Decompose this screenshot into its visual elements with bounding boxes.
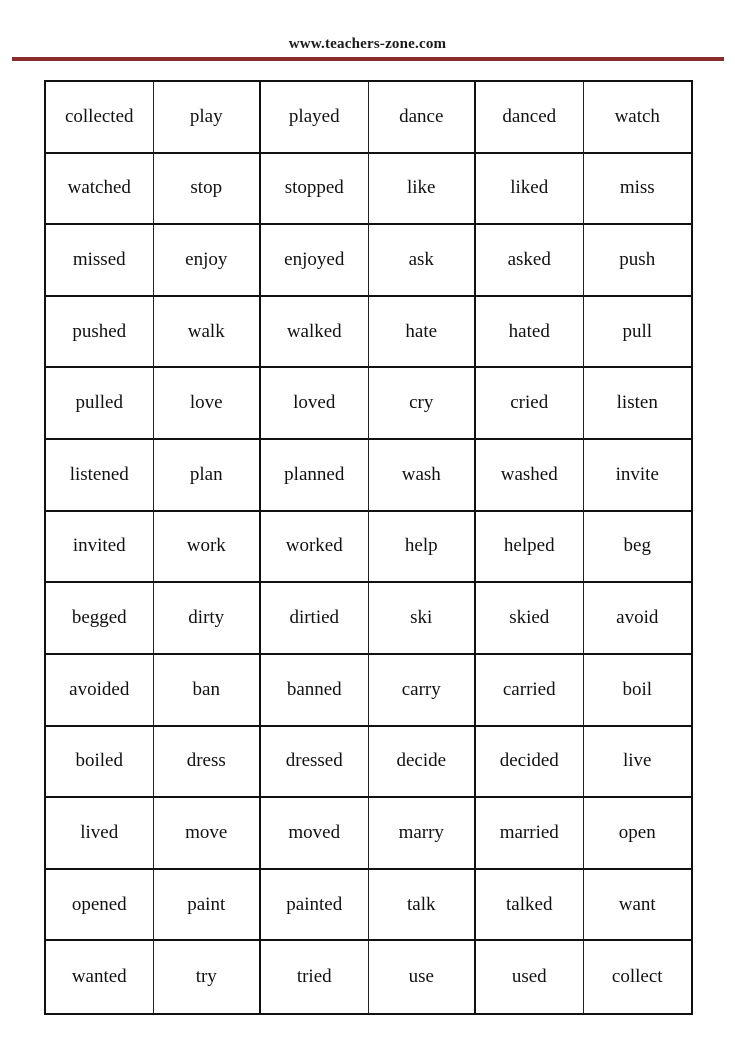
word-card-r4-c6: pull	[584, 297, 692, 369]
word-card-r10-c3: dressed	[261, 727, 369, 799]
word-card-r5-c3: loved	[261, 368, 369, 440]
word-card-r9-c2: ban	[154, 655, 262, 727]
word-card-r2-c3: stopped	[261, 154, 369, 226]
word-card-r4-c2: walk	[154, 297, 262, 369]
word-card-r5-c6: listen	[584, 368, 692, 440]
word-card-r11-c1: lived	[46, 798, 154, 870]
word-card-r2-c1: watched	[46, 154, 154, 226]
word-card-r2-c5: liked	[476, 154, 584, 226]
word-card-r12-c6: want	[584, 870, 692, 942]
word-card-r5-c4: cry	[369, 368, 477, 440]
word-card-r10-c1: boiled	[46, 727, 154, 799]
word-card-r1-c2: play	[154, 82, 262, 154]
word-card-r8-c5: skied	[476, 583, 584, 655]
word-card-r3-c5: asked	[476, 225, 584, 297]
word-card-r11-c3: moved	[261, 798, 369, 870]
word-card-r1-c6: watch	[584, 82, 692, 154]
word-card-r2-c4: like	[369, 154, 477, 226]
word-card-r8-c1: begged	[46, 583, 154, 655]
word-card-r6-c1: listened	[46, 440, 154, 512]
word-card-r7-c4: help	[369, 512, 477, 584]
word-card-r7-c5: helped	[476, 512, 584, 584]
domino-card-grid	[44, 80, 693, 1015]
header-rule	[12, 57, 724, 61]
word-card-r12-c5: talked	[476, 870, 584, 942]
word-card-r10-c4: decide	[369, 727, 477, 799]
word-card-r7-c3: worked	[261, 512, 369, 584]
word-card-r10-c2: dress	[154, 727, 262, 799]
word-card-r8-c3: dirtied	[261, 583, 369, 655]
word-card-r9-c1: avoided	[46, 655, 154, 727]
word-card-r6-c5: washed	[476, 440, 584, 512]
word-card-r8-c6: avoid	[584, 583, 692, 655]
word-card-r13-c3: tried	[261, 941, 369, 1013]
site-url: www.teachers-zone.com	[288, 36, 447, 52]
word-card-r2-c2: stop	[154, 154, 262, 226]
word-card-r13-c1: wanted	[46, 941, 154, 1013]
word-card-r10-c6: live	[584, 727, 692, 799]
word-card-r3-c4: ask	[369, 225, 477, 297]
word-card-r8-c2: dirty	[154, 583, 262, 655]
word-card-r8-c4: ski	[369, 583, 477, 655]
word-card-r9-c3: banned	[261, 655, 369, 727]
word-card-r12-c4: talk	[369, 870, 477, 942]
word-card-r10-c5: decided	[476, 727, 584, 799]
word-card-r9-c5: carried	[476, 655, 584, 727]
word-card-r6-c6: invite	[584, 440, 692, 512]
word-card-r12-c2: paint	[154, 870, 262, 942]
word-card-r2-c6: miss	[584, 154, 692, 226]
word-card-r7-c2: work	[154, 512, 262, 584]
word-card-r13-c2: try	[154, 941, 262, 1013]
word-card-r13-c4: use	[369, 941, 477, 1013]
word-card-r7-c6: beg	[584, 512, 692, 584]
word-card-r11-c2: move	[154, 798, 262, 870]
word-card-r4-c4: hate	[369, 297, 477, 369]
word-card-r12-c3: painted	[261, 870, 369, 942]
word-card-r6-c3: planned	[261, 440, 369, 512]
word-card-r5-c5: cried	[476, 368, 584, 440]
word-card-r9-c4: carry	[369, 655, 477, 727]
word-card-r5-c2: love	[154, 368, 262, 440]
word-card-r13-c5: used	[476, 941, 584, 1013]
word-card-r11-c4: marry	[369, 798, 477, 870]
word-card-r11-c6: open	[584, 798, 692, 870]
word-card-r4-c5: hated	[476, 297, 584, 369]
word-card-r1-c3: played	[261, 82, 369, 154]
word-card-r11-c5: married	[476, 798, 584, 870]
word-card-r6-c4: wash	[369, 440, 477, 512]
word-card-r6-c2: plan	[154, 440, 262, 512]
word-card-r4-c1: pushed	[46, 297, 154, 369]
word-card-r3-c1: missed	[46, 225, 154, 297]
word-card-r1-c4: dance	[369, 82, 477, 154]
word-card-r9-c6: boil	[584, 655, 692, 727]
word-card-r1-c1: collected	[46, 82, 154, 154]
word-card-r3-c3: enjoyed	[261, 225, 369, 297]
word-card-r13-c6: collect	[611, 966, 663, 988]
word-card-r12-c1: opened	[46, 870, 154, 942]
word-card-r5-c1: pulled	[46, 368, 154, 440]
word-card-r7-c1: invited	[46, 512, 154, 584]
word-card-r3-c2: enjoy	[154, 225, 262, 297]
word-card-r1-c5: danced	[476, 82, 584, 154]
word-card-r4-c3: walked	[261, 297, 369, 369]
word-card-r3-c6: push	[584, 225, 692, 297]
